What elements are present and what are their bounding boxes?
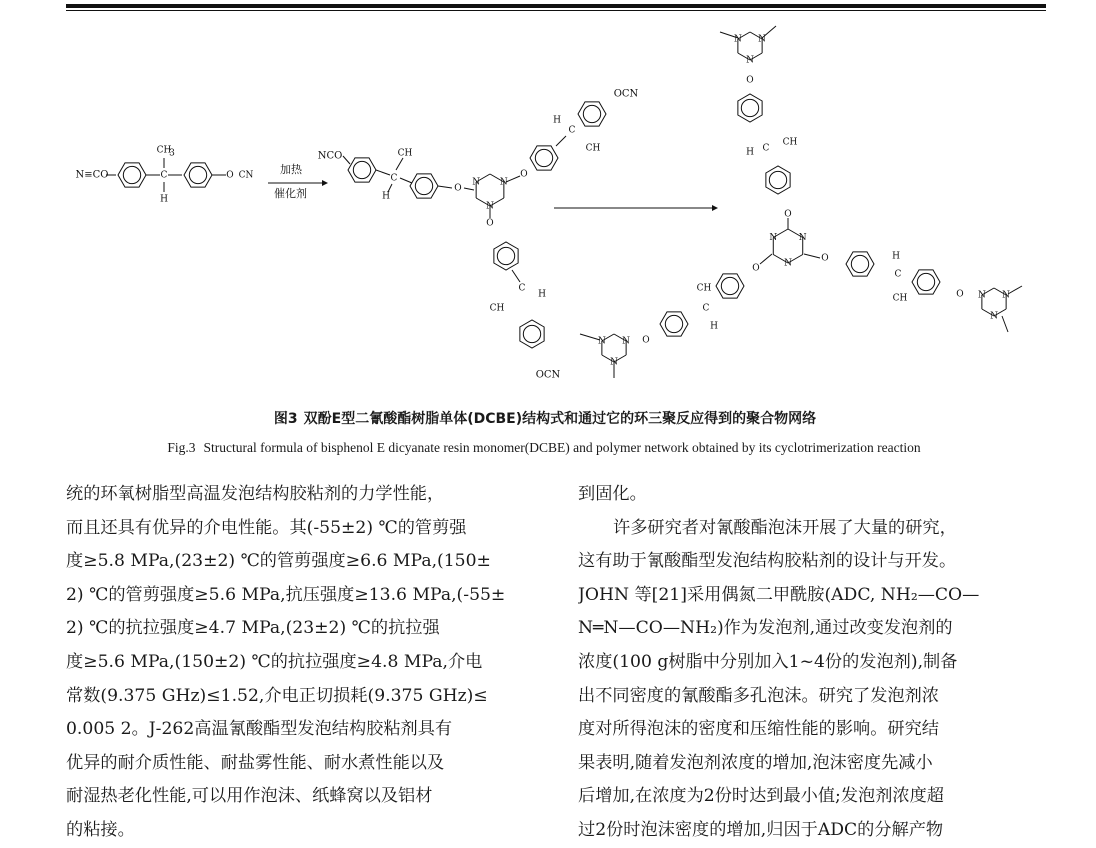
text-line: N═N—CO—NH₂)作为发泡剂,通过改变发泡剂的 <box>578 618 953 639</box>
text-line: 度≥5.8 MPa,(23±2) ℃的管剪强度≥6.6 MPa,(150± <box>66 551 491 572</box>
aromatic-circle <box>769 171 786 188</box>
central-carbon: C <box>160 170 168 181</box>
cyanate-group-left: N≡CO <box>75 169 109 181</box>
bond <box>506 176 520 182</box>
central-carbon: C <box>568 125 576 136</box>
aromatic-circle <box>497 247 514 264</box>
oxygen-label: O <box>226 170 234 181</box>
oxygen-label: O <box>821 253 829 264</box>
figure-caption-cn-text: 双酚E型二氰酸酯树脂单体(DCBE)结构式和通过它的环三聚反应得到的聚合物网络 <box>303 411 817 427</box>
aromatic-circle <box>721 277 738 294</box>
cyanate-group: OCN <box>613 88 639 100</box>
aromatic-circle <box>415 177 432 194</box>
triazine-nitrogen: N <box>1002 290 1011 301</box>
hydrogen-label: H <box>538 289 546 300</box>
figure-caption-en <box>0 440 1096 456</box>
paragraph-start-line: 许多研究者对氰酸酯泡沫开展了大量的研究， <box>613 517 957 538</box>
figure-label-cn: 图3 <box>273 411 298 427</box>
figure-label-en: Fig.3 <box>167 440 196 455</box>
triazine-nitrogen: N <box>769 233 778 243</box>
bond <box>343 156 350 164</box>
bond <box>1002 316 1008 332</box>
text-line: 过2份时泡沫密度的增加,归因于ADC的分解产物 <box>578 819 944 840</box>
text-line: 这有助于氰酸酯型发泡结构胶粘剂的设计与开发。 <box>578 551 957 572</box>
bond <box>376 170 390 175</box>
chemical-structure-figure <box>60 18 1050 398</box>
methyl-label: CH <box>782 137 798 148</box>
figure-caption-cn <box>0 408 1096 428</box>
aromatic-circle <box>583 105 600 122</box>
text-line: 0.005 2。J-262高温氰酸酯型发泡结构胶粘剂具有 <box>66 719 453 740</box>
triazine-nitrogen: N <box>472 177 481 188</box>
oxygen-label: O <box>956 289 964 300</box>
triazine-nitrogen: N <box>486 201 494 212</box>
text-line: 2) ℃的管剪强度≥5.6 MPa,抗压强度≥13.6 MPa,(-55± <box>66 584 506 605</box>
aromatic-circle <box>741 99 758 116</box>
triazine-nitrogen: N <box>622 336 631 347</box>
hydrogen-label: H <box>892 251 900 262</box>
methyl-label: CH <box>585 143 601 154</box>
bond <box>1008 286 1022 294</box>
arrow-label-heat: 加热 <box>280 163 302 176</box>
bond <box>556 136 566 146</box>
text-line: 出不同密度的氰酸酯多孔泡沫。研究了发泡剂浓 <box>578 685 939 706</box>
central-carbon: C <box>894 269 902 280</box>
triazine-nitrogen: N <box>610 357 618 368</box>
bond <box>400 178 412 183</box>
aromatic-circle <box>523 325 540 342</box>
text-line: 而且还具有优异的介电性能。其(-55±2) ℃的管剪强 <box>66 517 467 538</box>
text-line: 常数(9.375 GHz)≤1.52,介电正切损耗(9.375 GHz)≤ <box>66 685 488 706</box>
triazine-nitrogen: N <box>733 34 742 45</box>
left-text-column <box>66 478 536 848</box>
oxygen-label: O <box>486 218 494 229</box>
triazine-nitrogen: N <box>784 258 792 269</box>
bond <box>438 186 452 188</box>
central-carbon: C <box>518 283 526 294</box>
hydrogen-label: H <box>382 191 390 202</box>
oxygen-label: O <box>752 263 760 274</box>
methyl-label: CH <box>397 148 413 159</box>
top-rule <box>66 4 1046 8</box>
oxygen-label: O <box>454 183 462 194</box>
text-line: 果表明,随着发泡剂浓度的增加,泡沫密度先减小 <box>578 752 933 773</box>
hydrogen-label: H <box>746 147 754 158</box>
triazine-nitrogen: N <box>977 290 986 301</box>
triazine-nitrogen: N <box>990 311 998 322</box>
bond <box>464 188 474 190</box>
text-line: 到固化。 <box>578 484 647 504</box>
methyl-label: CH <box>696 283 712 294</box>
aromatic-circle <box>535 149 552 166</box>
aromatic-circle <box>353 161 370 178</box>
text-line: 2) ℃的抗拉强度≥4.7 MPa,(23±2) ℃的抗拉强 <box>66 618 440 639</box>
text-line: JOHN 等[21]采用偶氮二甲酰胺(ADC, NH₂—CO— <box>578 584 980 605</box>
bond <box>512 270 520 282</box>
triazine-nitrogen: N <box>499 177 508 188</box>
top-rule-thin <box>66 10 1046 11</box>
aromatic-circle <box>851 255 868 272</box>
aromatic-circle <box>123 166 140 183</box>
text-line: 度≥5.6 MPa,(150±2) ℃的抗拉强度≥4.8 MPa,介电 <box>66 651 483 672</box>
aromatic-circle <box>189 166 206 183</box>
methyl-label: CH <box>156 145 172 156</box>
hydrogen-label: H <box>160 194 168 205</box>
text-line: 后增加,在浓度为2份时达到最小值;发泡剂浓度超 <box>578 786 944 807</box>
cyanate-group: NCO <box>317 150 343 162</box>
text-line: 的粘接。 <box>66 819 135 840</box>
triazine-nitrogen: N <box>758 34 767 45</box>
text-line: 优异的耐介质性能、耐盐雾性能、耐水煮性能以及 <box>66 752 445 773</box>
central-carbon: C <box>702 303 710 314</box>
aromatic-circle <box>665 315 682 332</box>
reaction-arrow-2-head <box>712 205 718 211</box>
central-carbon: C <box>762 143 770 154</box>
cyanate-group: OCN <box>535 369 561 381</box>
text-line: 浓度(100 g树脂中分别加入1~4份的发泡剂),制备 <box>578 651 958 672</box>
oxygen-label: O <box>642 335 650 346</box>
text-line: 统的环氧树脂型高温发泡结构胶粘剂的力学性能， <box>66 484 445 504</box>
triazine-nitrogen: N <box>597 336 606 347</box>
aromatic-circle <box>917 273 934 290</box>
reaction-scheme <box>60 18 1050 398</box>
figure-caption-en-text: Structural formula of bisphenol E dicyanate resin monomer(DCBE) and polymer network obtained by its cyclotrimerization reaction <box>203 440 921 455</box>
bond <box>396 158 403 170</box>
triazine-nitrogen: N <box>798 233 807 243</box>
bond <box>804 254 820 258</box>
hydrogen-label: H <box>553 115 561 126</box>
arrow-label-catalyst: 催化剂 <box>274 187 307 200</box>
methyl-sub: 3 <box>169 148 175 159</box>
oxygen-label: O <box>520 169 528 180</box>
text-line: 耐湿热老化性能,可以用作泡沫、纸蜂窝以及铝材 <box>66 786 433 807</box>
methyl-label: CH <box>892 293 908 304</box>
text-line: 度对所得泡沫的密度和压缩性能的影响。研究结 <box>578 719 939 740</box>
hydrogen-label: H <box>710 321 718 332</box>
right-text-column <box>578 478 1048 848</box>
oxygen-label: O <box>784 209 792 220</box>
reaction-arrow-1-head <box>322 180 328 186</box>
methyl-label: CH <box>489 303 505 314</box>
cyanate-end: CN <box>238 170 254 181</box>
central-carbon: C <box>390 173 398 184</box>
triazine-nitrogen: N <box>746 55 754 66</box>
oxygen-label: O <box>746 75 754 86</box>
bond <box>760 254 772 264</box>
